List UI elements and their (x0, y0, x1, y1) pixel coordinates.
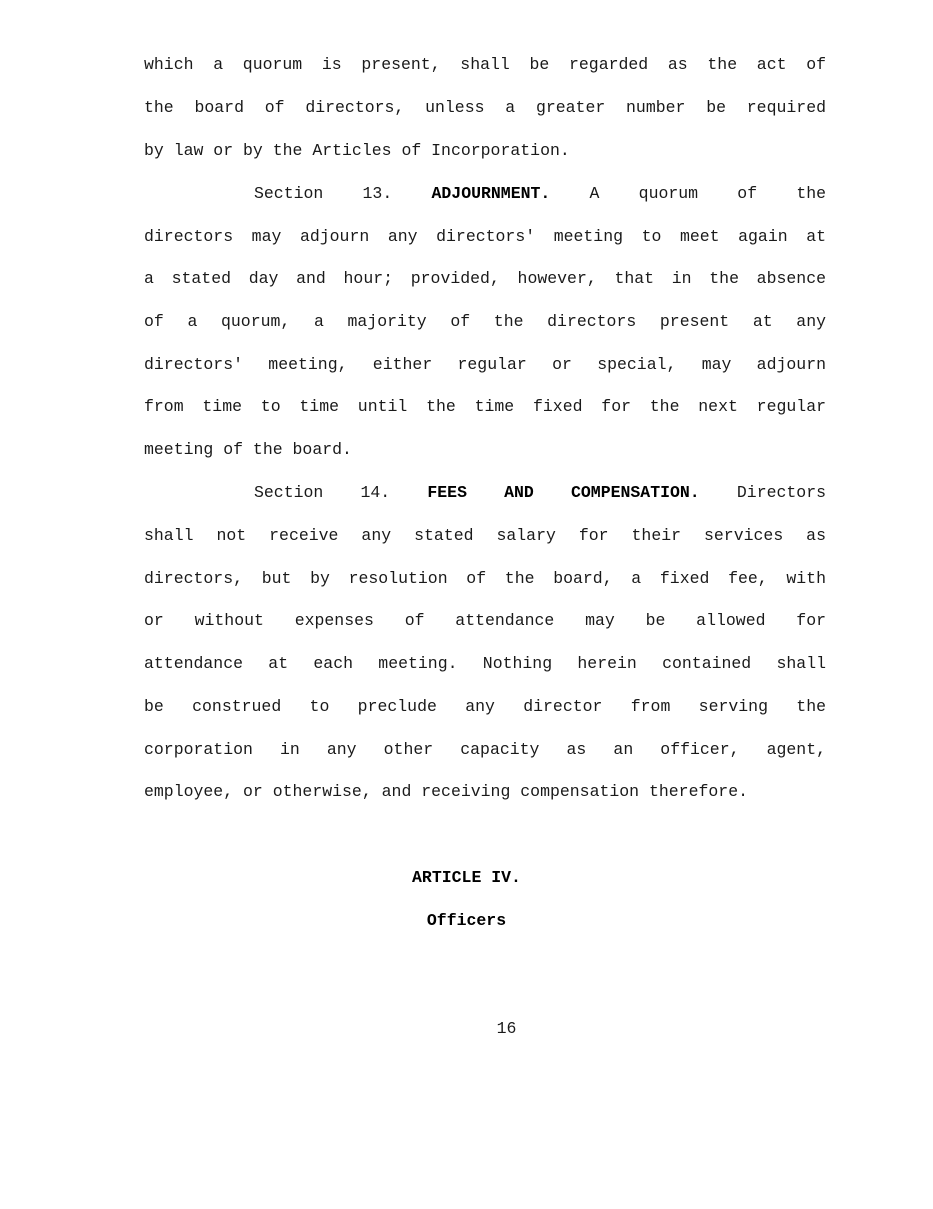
text-line: attendance at each meeting. Nothing herein contained shall (144, 654, 826, 673)
section-14-title: FEES AND COMPENSATION. (427, 483, 700, 502)
text-line: corporation in any other capacity as an officer, agent, (144, 740, 826, 759)
text-line: meeting of the board. (144, 440, 352, 459)
section-14-first-line-text: Directors (736, 483, 827, 502)
page-number: 16 (496, 1019, 517, 1038)
text-line: a stated day and hour; provided, however, that in the absence (144, 269, 826, 288)
section-13-title: ADJOURNMENT. (431, 184, 551, 203)
article-heading: ARTICLE IV. (412, 868, 521, 887)
text-line: by law or by the Articles of Incorporation. (144, 141, 570, 160)
text-line: directors' meeting, either regular or special, may adjourn (144, 355, 826, 374)
article-subheading: Officers (426, 911, 507, 930)
text-line: or without expenses of attendance may be allowed for (144, 611, 826, 630)
text-line: the board of directors, unless a greater number be required (144, 98, 826, 117)
text-line: directors, but by resolution of the board, a fixed fee, with (144, 569, 826, 588)
text-line: directors may adjourn any directors' meeting to meet again at (144, 227, 826, 246)
section-13-first-line-text: A quorum of the (589, 184, 827, 203)
section-13-first-line (254, 184, 826, 204)
text-line: shall not receive any stated salary for their services as (144, 526, 826, 545)
section-14-label: Section 14. (254, 483, 391, 502)
section-14-first-line (254, 483, 826, 503)
text-line: of a quorum, a majority of the directors present at any (144, 312, 826, 331)
section-13-label: Section 13. (254, 184, 393, 203)
text-line: which a quorum is present, shall be regarded as the act of (144, 55, 826, 74)
text-line: employee, or otherwise, and receiving compensation therefore. (144, 782, 748, 801)
text-line: from time to time until the time fixed for the next regular (144, 397, 826, 416)
text-line: be construed to preclude any director from serving the (144, 697, 826, 716)
